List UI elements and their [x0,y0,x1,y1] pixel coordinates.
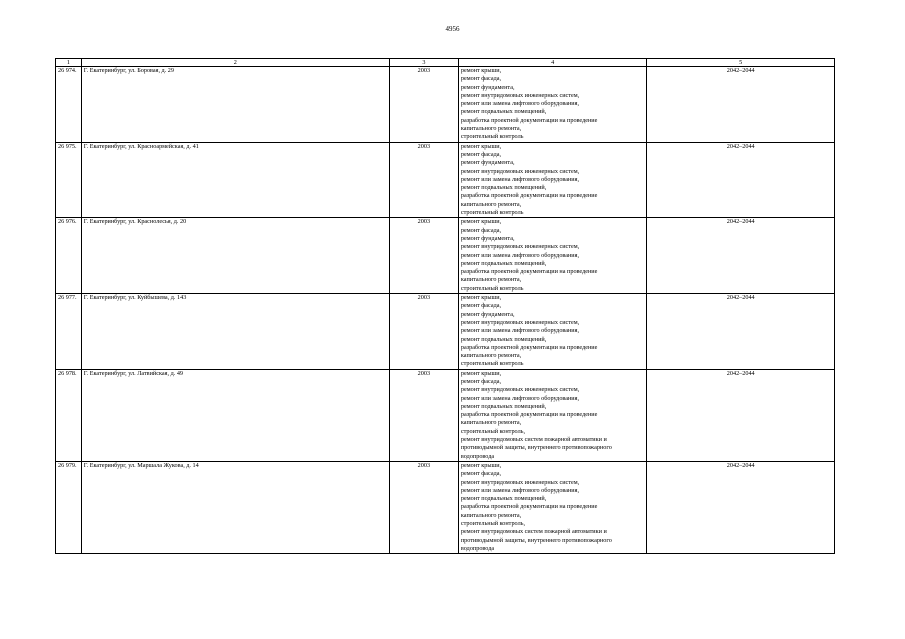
repair-work-item: ремонт или замена лифтового оборудования, [460,100,580,108]
repair-work-item: ремонт внутридомовых инженерных систем, [460,243,580,251]
column-number-row [56,59,835,67]
repair-work-item: ремонт внутридомовых инженерных систем, [460,91,580,99]
repair-work-item: капитального ремонта, [460,276,522,284]
column-header-3: 3 [389,59,458,67]
repair-work-item: ремонт подвальных помещений, [460,184,547,192]
repair-work-item: ремонт подвальных помещений, [460,108,547,116]
table-row [56,294,835,370]
repair-period: 2042–2044 [647,369,835,461]
repair-work-item: ремонт подвальных помещений, [460,335,547,343]
repair-work-item: капитального ремонта, [460,125,522,133]
row-number: 26 974. [56,67,82,143]
repair-work-item: ремонт подвальных помещений, [460,402,547,410]
repair-period: 2042–2044 [647,142,835,218]
repair-work-item: разработка проектной документации на проведение [460,503,598,511]
repair-work-item: ремонт фасада, [460,150,502,158]
repair-work-item: ремонт фундамента, [460,234,515,242]
repair-work-item: строительный контроль, [460,520,526,528]
repair-work-item: строительный контроль, [460,427,526,435]
table-row [56,142,835,218]
repair-work-item: ремонт фасада, [460,302,502,310]
repair-work-item: ремонт фасада, [460,470,502,478]
table-row [56,461,835,553]
row-number: 26 976. [56,218,82,294]
table-body [56,59,835,554]
repair-works [458,67,647,143]
repair-work-item: ремонт внутридомовых систем пожарной автоматики и [460,528,607,536]
row-number: 26 978. [56,369,82,461]
repair-work-item: противодымной защиты, внутреннего противопожарного [460,536,612,544]
repair-work-item: ремонт крыши, [460,142,502,150]
repair-work-item: разработка проектной документации на проведение [460,116,598,124]
build-year: 2003 [389,461,458,553]
repair-work-item: ремонт или замена лифтового оборудования, [460,175,580,183]
building-address: Г. Екатеринбург, ул. Латвийская, д. 49 [81,369,389,461]
repair-work-item: разработка проектной документации на проведение [460,411,598,419]
table-row [56,369,835,461]
repair-schedule-table [55,58,835,554]
building-address: Г. Екатеринбург, ул. Краснолесья, д. 20 [81,218,389,294]
repair-work-item: капитального ремонта, [460,419,522,427]
repair-work-item: ремонт внутридомовых инженерных систем, [460,478,580,486]
repair-work-item: ремонт фундамента, [460,310,515,318]
repair-work-item: ремонт или замена лифтового оборудования, [460,251,580,259]
build-year: 2003 [389,369,458,461]
repair-work-item: водопровода [460,544,495,552]
build-year: 2003 [389,67,458,143]
table-row [56,218,835,294]
repair-work-item: ремонт подвальных помещений, [460,259,547,267]
build-year: 2003 [389,218,458,294]
building-address: Г. Екатеринбург, ул. Красноармейская, д. 41 [81,142,389,218]
repair-work-item: строительный контроль [460,133,524,141]
building-address: Г. Екатеринбург, ул. Куйбышева, д. 143 [81,294,389,370]
repair-period: 2042–2044 [647,294,835,370]
repair-work-item: ремонт или замена лифтового оборудования, [460,327,580,335]
build-year: 2003 [389,294,458,370]
build-year: 2003 [389,142,458,218]
repair-work-item: ремонт внутридомовых систем пожарной автоматики и [460,436,607,444]
repair-works [458,369,647,461]
repair-period: 2042–2044 [647,218,835,294]
row-number: 26 977. [56,294,82,370]
repair-work-item: противодымной защиты, внутреннего противопожарного [460,444,612,452]
repair-works [458,294,647,370]
repair-work-item: разработка проектной документации на проведение [460,343,598,351]
repair-work-item: строительный контроль [460,209,524,217]
building-address: Г. Екатеринбург, ул. Маршала Жукова, д. 14 [81,461,389,553]
column-header-4: 4 [458,59,647,67]
building-address: Г. Екатеринбург, ул. Боровая, д. 29 [81,67,389,143]
repair-work-item: строительный контроль [460,360,524,368]
repair-work-item: ремонт внутридомовых инженерных систем, [460,386,580,394]
repair-work-item: ремонт крыши, [460,67,502,74]
repair-works [458,142,647,218]
repair-work-item: ремонт внутридомовых инженерных систем, [460,318,580,326]
row-number: 26 975. [56,142,82,218]
repair-work-item: ремонт фасада, [460,226,502,234]
repair-works [458,218,647,294]
repair-period: 2042–2044 [647,67,835,143]
repair-work-item: капитального ремонта, [460,352,522,360]
repair-work-item: ремонт внутридомовых инженерных систем, [460,167,580,175]
repair-work-item: ремонт крыши, [460,369,502,377]
repair-works [458,461,647,553]
repair-work-item: водопровода [460,452,495,460]
repair-work-item: ремонт фундамента, [460,83,515,91]
repair-work-item: строительный контроль [460,284,524,292]
repair-work-item: ремонт крыши, [460,461,502,469]
table-row [56,67,835,143]
repair-work-item: ремонт или замена лифтового оборудования, [460,394,580,402]
repair-work-item: капитального ремонта, [460,511,522,519]
repair-work-item: капитального ремонта, [460,200,522,208]
row-number: 26 979. [56,461,82,553]
repair-period: 2042–2044 [647,461,835,553]
repair-work-item: ремонт подвальных помещений, [460,495,547,503]
column-header-5: 5 [647,59,835,67]
repair-work-item: ремонт фасада, [460,75,502,83]
column-header-1: 1 [56,59,82,67]
repair-work-item: ремонт или замена лифтового оборудования, [460,486,580,494]
repair-work-item: ремонт крыши, [460,218,502,226]
repair-work-item: ремонт фасада, [460,377,502,385]
repair-work-item: разработка проектной документации на проведение [460,192,598,200]
page-number: 4956 [445,25,460,33]
repair-work-item: ремонт крыши, [460,294,502,302]
repair-work-item: ремонт фундамента, [460,159,515,167]
column-header-2: 2 [81,59,389,67]
repair-work-item: разработка проектной документации на проведение [460,268,598,276]
